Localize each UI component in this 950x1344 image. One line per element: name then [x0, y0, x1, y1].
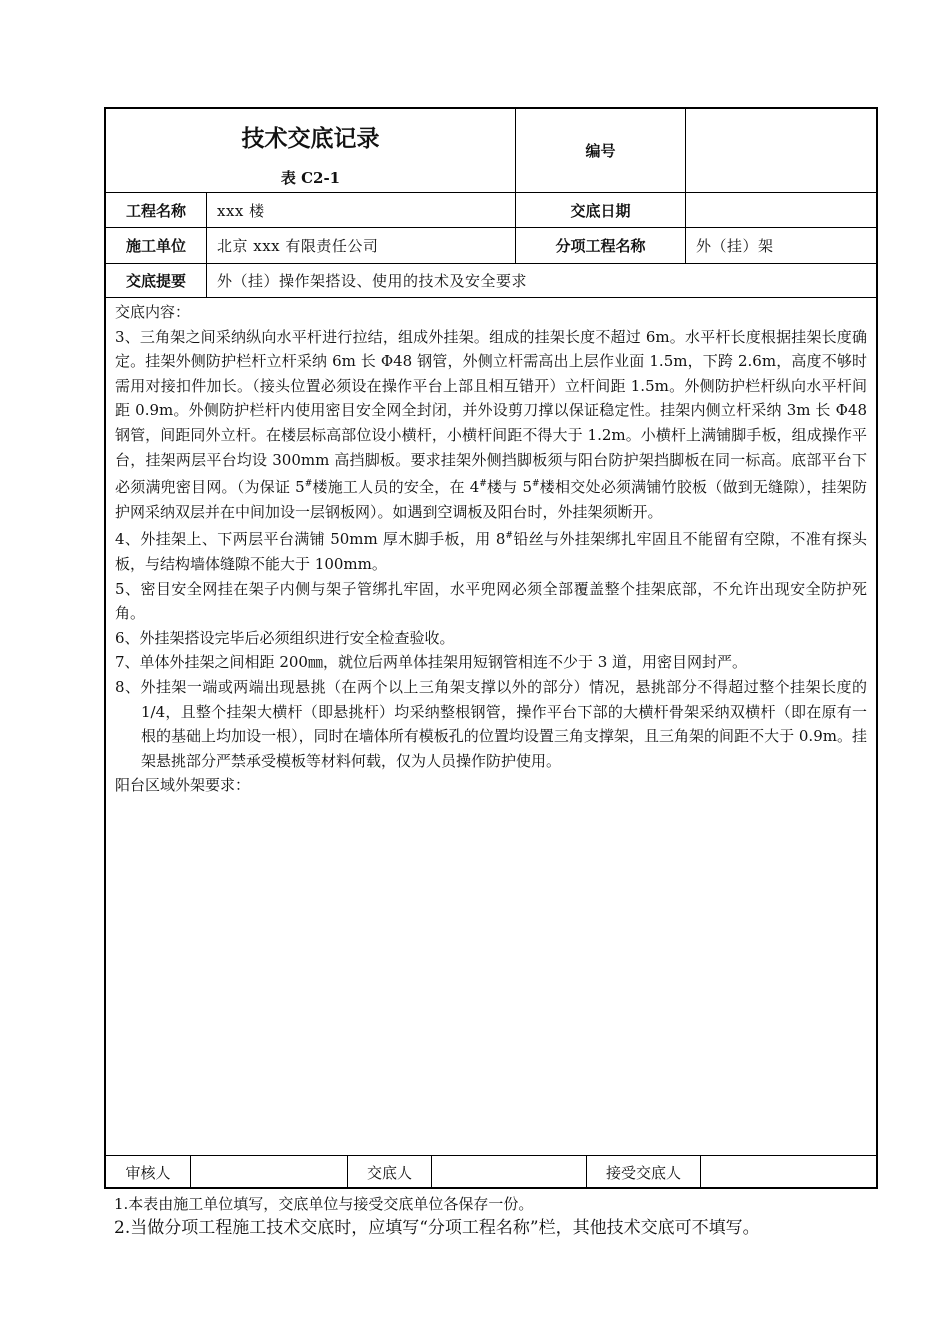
reviewer-field[interactable]: [191, 1156, 348, 1188]
note-2: 2.当做分项工程施工技术交底时，应填写“分项工程名称”栏，其他技术交底可不填写。: [114, 1218, 760, 1238]
contractor-label-cell: [106, 228, 207, 263]
presenter-label: 交底人: [366, 1163, 412, 1182]
receiver-field[interactable]: [701, 1156, 876, 1188]
summary-label: 交底提要: [125, 272, 186, 290]
content-heading: 交底内容：: [115, 303, 191, 321]
content-item-6: 6、外挂架搭设完毕后必须组织进行安全检查验收。: [115, 628, 455, 647]
briefing-content: [106, 298, 876, 1155]
summary-field[interactable]: [207, 264, 876, 297]
date-field[interactable]: [686, 193, 876, 227]
content-item-5: 5、密目安全网挂在架子内侧与架子管绑扎牢固，水平兜网必须全部覆盖整个挂架底部，不允许出现安全防护死角。: [115, 579, 867, 623]
project-name-row: [106, 193, 876, 228]
title-cell: [106, 109, 516, 192]
balcony-heading: 阳台区域外架要求：: [115, 776, 251, 795]
form-notes: [114, 1192, 894, 1240]
contractor-value: 北京 xxx 有限责任公司: [217, 237, 379, 255]
contractor-label: 施工单位: [125, 237, 186, 255]
summary-value: 外（挂）操作架搭设、使用的技术及安全要求: [217, 272, 528, 290]
form-header-row: [106, 109, 876, 193]
content-item-8: 8、外挂架一端或两端出现悬挑（在两个以上三角架支撑以外的部分）情况，悬挑部分不得超过整个挂架长度的 1/4，且整个挂架大横杆（即悬挑杆）均采纳整根钢管，操作平台下部的大横杆骨架采纳双横杆（即在原有一根的基础上均加设一根），同时在墙体所有模板孔的位置均设置三角支撑架，且三角架的间距不大于 0.9m。挂架悬挑部分严禁承受模板等材料何载，仅为人员操作防护使用。: [115, 677, 867, 770]
signature-row: [106, 1155, 876, 1188]
summary-row: [106, 264, 876, 298]
form-title: 技术交底记录: [241, 125, 380, 152]
receiver-label-cell: [587, 1156, 701, 1188]
number-label: 编号: [585, 142, 616, 160]
receiver-label: 接受交底人: [605, 1163, 681, 1182]
date-label: 交底日期: [570, 201, 631, 220]
sub-project-label-cell: [516, 228, 686, 263]
form-code: 表 C2-1: [280, 168, 341, 187]
note-1: 1.本表由施工单位填写，交底单位与接受交底单位各保存一份。: [114, 1195, 534, 1213]
project-name-label-cell: [106, 193, 207, 227]
sub-project-label: 分项工程名称: [555, 237, 646, 255]
number-field[interactable]: [686, 109, 876, 192]
sub-project-field[interactable]: [686, 228, 876, 263]
contractor-row: [106, 228, 876, 264]
reviewer-label: 审核人: [125, 1163, 171, 1182]
project-name-label: 工程名称: [125, 201, 186, 220]
technical-briefing-form: [104, 107, 878, 1189]
sub-project-value: 外（挂）架: [696, 237, 774, 255]
content-item-4: 4、外挂架上、下两层平台满铺 50mm 厚木脚手板，用 8#铅丝与外挂架绑扎牢固且不能留有空隙，不准有探头板，与结构墙体缝隙不能大于 100mm。: [115, 530, 867, 573]
date-label-cell: [516, 193, 686, 227]
presenter-field[interactable]: [432, 1156, 587, 1188]
project-name-value: xxx 楼: [217, 201, 265, 220]
presenter-label-cell: [348, 1156, 432, 1188]
project-name-field[interactable]: [207, 193, 516, 227]
summary-label-cell: [106, 264, 207, 297]
content-item-7: 7、单体外挂架之间相距 200㎜，就位后两单体挂架用短钢管相连不少于 3 道，用密目网封严。: [115, 653, 748, 672]
reviewer-label-cell: [106, 1156, 191, 1188]
number-label-cell: [516, 109, 686, 192]
content-item-3: 3、三角架之间采纳纵向水平杆进行拉结，组成外挂架。组成的挂架长度不超过 6m。水平杆长度根据挂架长度确定。挂架外侧防护栏杆立杆采纳 6m 长 Φ48 钢管，外侧立杆需高出上层作业面 1.5m，下跨 2.6m，高度不够时需用对接扣件加长。（接头位置必须设在操作平台上部且相互错开）立杆间距 1.5m。外侧防护栏杆纵向水平杆间距 0.9m。外侧防护栏杆内使用密目安全网全封闭，并外设剪刀撑以保证稳定性。挂架内侧立杆采纳 3m 长 Φ48 钢管，间距同外立杆。在楼层标高部位设小横杆，小横杆间距不得大于 1.2m。小横杆上满铺脚手板，组成操作平台，挂架两层平台均设 300mm 高挡脚板。要求挂架外侧挡脚板须与阳台防护架挡脚板在同一标高。底部平台下必须满兜密目网。（为保证 5#楼施工人员的安全，在 4#楼与 5#楼相交处必须满铺竹胶板（做到无缝隙），挂架防护网采纳双层并在中间加设一层钢板网）。如遇到空调板及阳台时，外挂架须断开。: [115, 327, 867, 521]
contractor-field[interactable]: [207, 228, 516, 263]
